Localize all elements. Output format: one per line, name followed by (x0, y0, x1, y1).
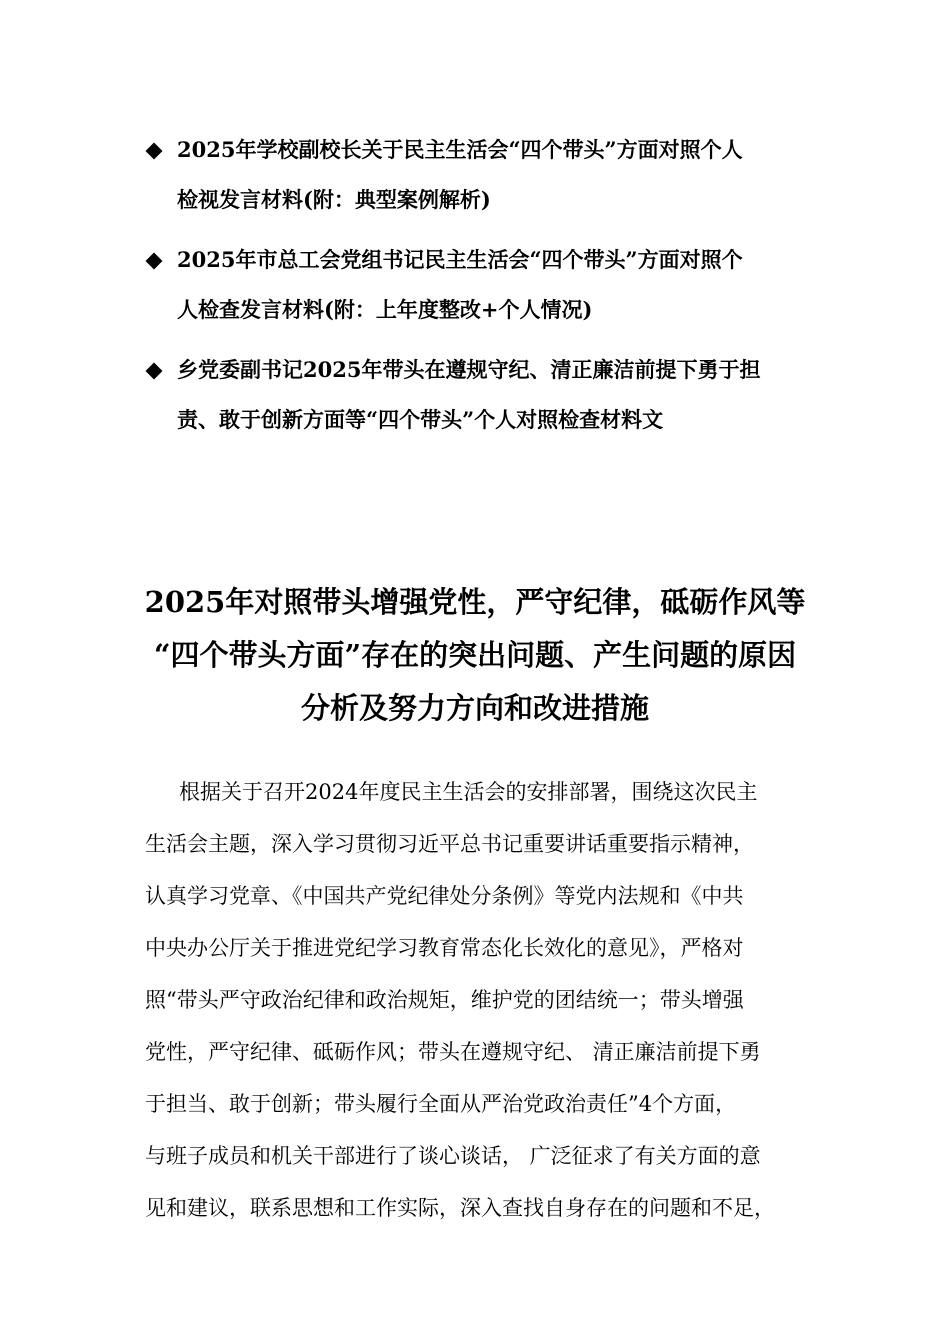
list-item (145, 348, 845, 448)
body-line: 党性，严守纪律、砥砺作风；带头在遵规守纪、 清正廉洁前提下勇 (145, 1040, 761, 1064)
body-line: 根据关于召开2024年度民主生活会的安排部署，围绕这次民主 (179, 780, 758, 804)
list-item-line: 检视发言材料(附：典型案例解析) (177, 187, 491, 212)
diamond-bullet-icon (145, 142, 165, 162)
body-paragraph (145, 766, 835, 1234)
list-item (145, 128, 845, 228)
body-line: 于担当、敢于创新；带头履行全面从严治党政治责任”4个方面， (145, 1092, 737, 1116)
body-line: 中央办公厅关于推进党纪学习教育常态化长效化的意见》，严格对 (145, 936, 744, 960)
title-line: 分析及努力方向和改进措施 (300, 691, 649, 725)
diamond-bullet-icon (145, 252, 165, 272)
body-line: 生活会主题，深入学习贯彻习近平总书记重要讲话重要指示精神， (145, 832, 754, 856)
list-item-line: 责、敢于创新方面等“四个带头”个人对照检查材料文 (177, 407, 664, 432)
list-item-line: 人检查发言材料(附：上年度整改+个人情况) (177, 297, 593, 322)
title-line: “四个带头方面”存在的突出问题、产生问题的原因 (153, 638, 797, 672)
body-line: 照“带头严守政治纪律和政治规矩，维护党的团结统一；带头增强 (145, 988, 744, 1012)
document-title (100, 576, 850, 735)
diamond-bullet-icon (145, 362, 165, 382)
list-item-line: 2025年学校副校长关于民主生活会“四个带头”方面对照个人 (177, 137, 743, 162)
body-line: 见和建议，联系思想和工作实际，深入查找自身存在的问题和不足， (145, 1196, 775, 1220)
list-item-line: 乡党委副书记2025年带头在遵规守纪、清正廉洁前提下勇于担 (177, 357, 761, 382)
body-line: 与班子成员和机关干部进行了谈心谈话， 广泛征求了有关方面的意 (145, 1144, 761, 1168)
list-item-line: 2025年市总工会党组书记民主生活会“四个带头”方面对照个 (177, 247, 743, 272)
title-line: 2025年对照带头增强党性，严守纪律，砥砺作风等 (144, 585, 806, 619)
related-documents-list (145, 128, 845, 458)
body-line: 认真学习党章、《中国共产党纪律处分条例》等党内法规和《中共 (145, 884, 744, 908)
list-item (145, 238, 845, 338)
